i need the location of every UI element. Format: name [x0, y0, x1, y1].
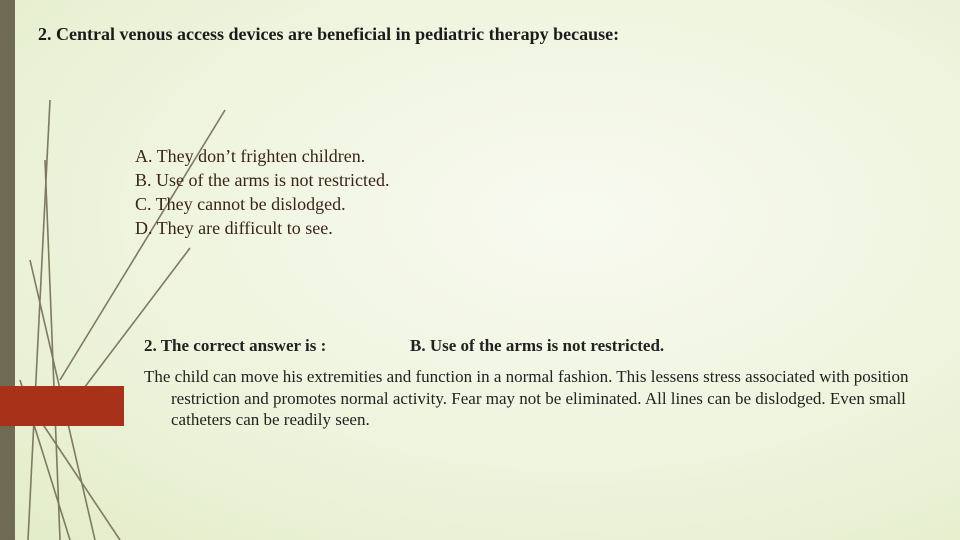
answer-label: 2. The correct answer is :	[144, 336, 327, 355]
left-border-bar	[0, 0, 15, 540]
question-heading: 2. Central venous access devices are beneficial in pediatric therapy because:	[38, 24, 620, 44]
explanation-text: The child can move his extremities and function in a normal fashion. This lessens stress associated with position restriction and promotes normal activity. Fear may not be eliminated. All lines can be dislodged. Even small catheters can be readily seen.	[144, 367, 909, 429]
option-b: B. Use of the arms is not restricted.	[135, 170, 390, 190]
correct-answer-line	[144, 336, 665, 356]
option-c: C. They cannot be dislodged.	[135, 194, 346, 214]
option-d: D. They are difficult to see.	[135, 218, 333, 238]
option-a: A. They don’t frighten children.	[135, 146, 366, 166]
answer-choice: B. Use of the arms is not restricted.	[410, 336, 665, 355]
answer-options	[135, 144, 389, 240]
accent-tab	[0, 386, 124, 426]
